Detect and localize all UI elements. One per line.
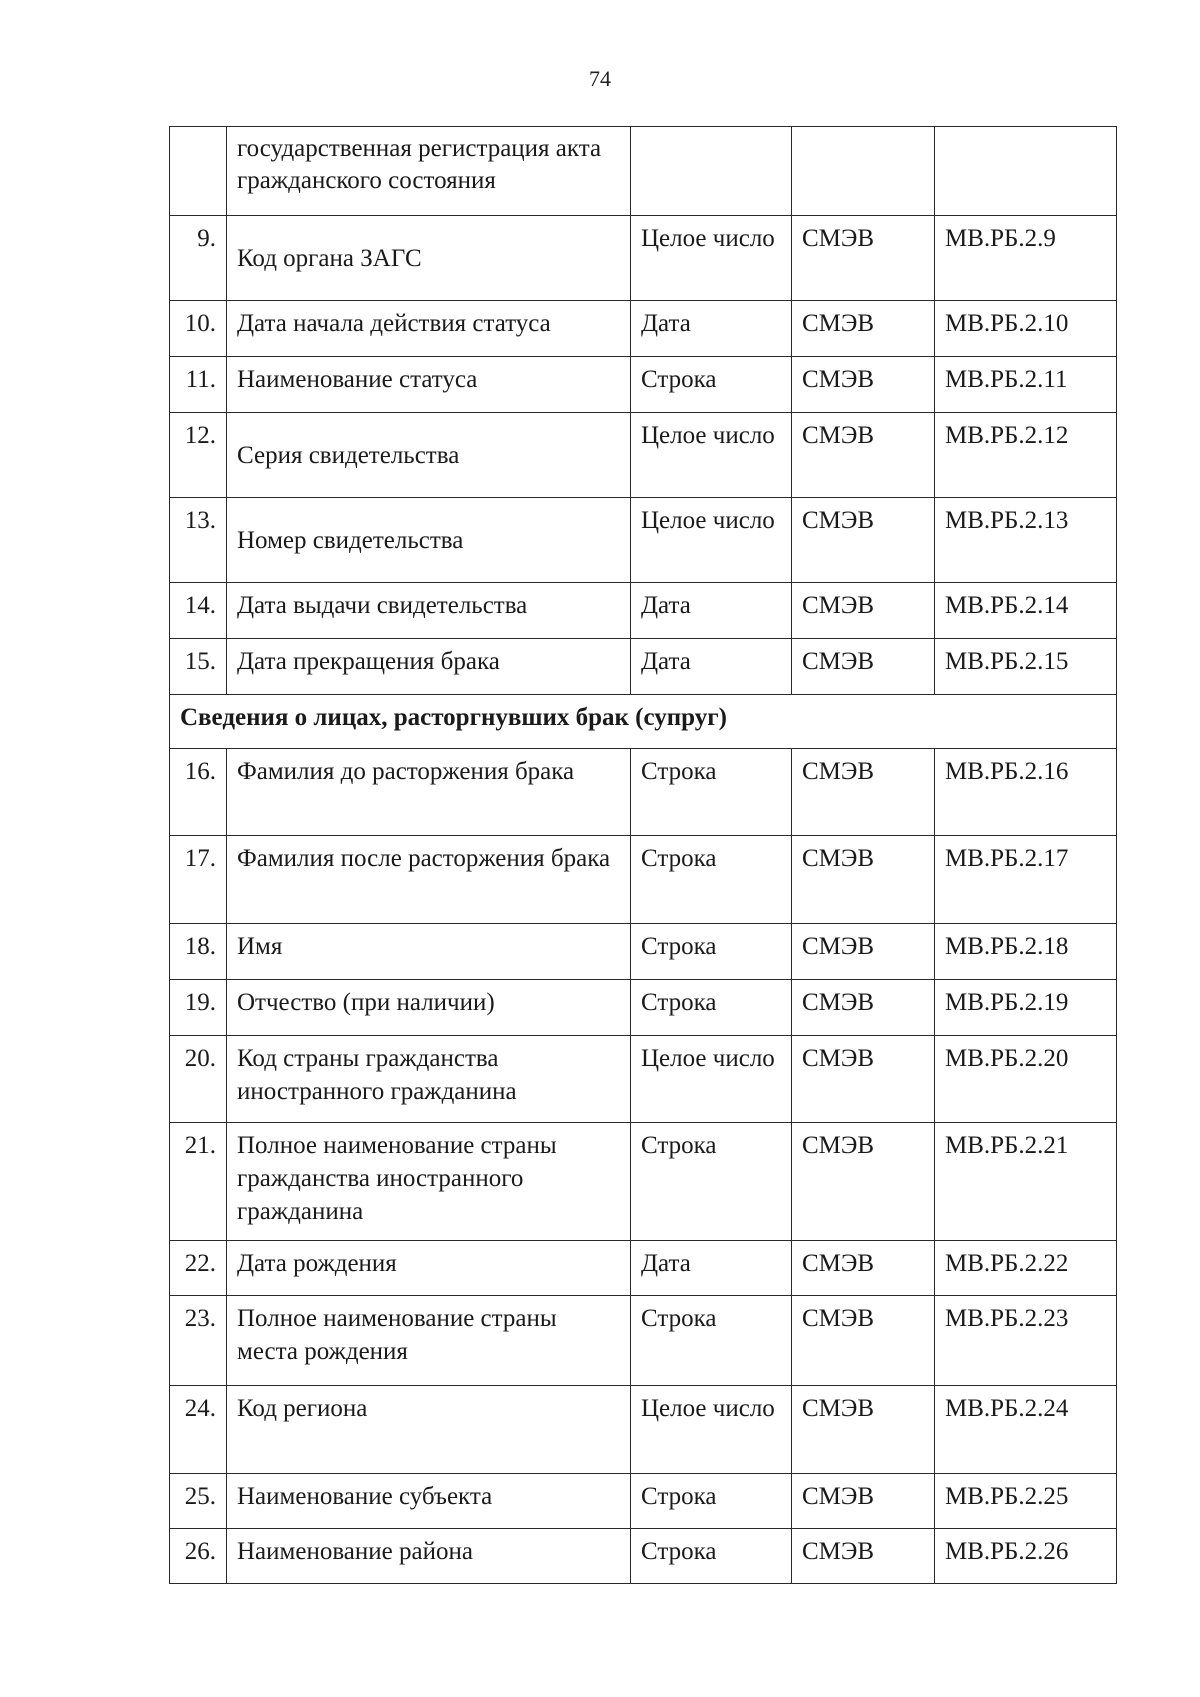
row-name: Код органа ЗАГС (227, 216, 631, 301)
row-name: Наименование района (227, 1529, 631, 1584)
row-name: Полное наименование страны гражданства иностранного гражданина (227, 1123, 631, 1241)
row-source: СМЭВ (792, 1529, 935, 1584)
row-type: Строка (631, 1474, 792, 1529)
row-number: 9. (170, 216, 227, 301)
row-name: Дата выдачи свидетельства (227, 583, 631, 639)
table-row (170, 357, 1117, 413)
row-name: Дата начала действия статуса (227, 301, 631, 357)
row-source: СМЭВ (792, 749, 935, 836)
row-number: 26. (170, 1529, 227, 1584)
row-code: МВ.РБ.2.13 (935, 498, 1117, 583)
table-row (170, 639, 1117, 695)
row-name: Дата рождения (227, 1241, 631, 1296)
table-row (170, 583, 1117, 639)
row-number: 11. (170, 357, 227, 413)
row-code: МВ.РБ.2.25 (935, 1474, 1117, 1529)
row-number (170, 127, 227, 216)
row-number: 10. (170, 301, 227, 357)
row-type: Строка (631, 924, 792, 980)
row-code: МВ.РБ.2.15 (935, 639, 1117, 695)
section-title: Сведения о лицах, расторгнувших брак (супруг) (170, 695, 1117, 749)
row-code: МВ.РБ.2.10 (935, 301, 1117, 357)
row-type: Строка (631, 1529, 792, 1584)
row-code: МВ.РБ.2.11 (935, 357, 1117, 413)
row-source: СМЭВ (792, 216, 935, 301)
table-row (170, 1296, 1117, 1386)
row-code: МВ.РБ.2.14 (935, 583, 1117, 639)
row-name: Дата прекращения брака (227, 639, 631, 695)
row-name: Фамилия до расторжения брака (227, 749, 631, 836)
row-name: Фамилия после расторжения брака (227, 836, 631, 924)
table-row (170, 749, 1117, 836)
row-name: Наименование субъекта (227, 1474, 631, 1529)
section-header-row (170, 695, 1117, 749)
row-code: МВ.РБ.2.18 (935, 924, 1117, 980)
page-number: 74 (589, 66, 611, 91)
row-type: Строка (631, 836, 792, 924)
row-source (792, 127, 935, 216)
table-row (170, 216, 1117, 301)
row-number: 16. (170, 749, 227, 836)
row-source: СМЭВ (792, 1036, 935, 1123)
row-type: Дата (631, 639, 792, 695)
row-source: СМЭВ (792, 498, 935, 583)
row-source: СМЭВ (792, 980, 935, 1036)
row-source: СМЭВ (792, 1296, 935, 1386)
row-type: Дата (631, 1241, 792, 1296)
row-number: 21. (170, 1123, 227, 1241)
table-row (170, 836, 1117, 924)
row-type: Целое число (631, 1036, 792, 1123)
row-name: государственная регистрация акта гражданского состояния (227, 127, 631, 216)
table-row (170, 924, 1117, 980)
row-code: МВ.РБ.2.21 (935, 1123, 1117, 1241)
row-name: Имя (227, 924, 631, 980)
row-type: Дата (631, 301, 792, 357)
row-type: Строка (631, 1296, 792, 1386)
row-type: Строка (631, 749, 792, 836)
row-code: МВ.РБ.2.24 (935, 1386, 1117, 1474)
row-code: МВ.РБ.2.26 (935, 1529, 1117, 1584)
row-number: 22. (170, 1241, 227, 1296)
table-row (170, 498, 1117, 583)
row-type: Целое число (631, 498, 792, 583)
row-number: 13. (170, 498, 227, 583)
row-name: Серия свидетельства (227, 413, 631, 498)
row-type: Строка (631, 357, 792, 413)
row-source: СМЭВ (792, 301, 935, 357)
row-source: СМЭВ (792, 924, 935, 980)
row-source: СМЭВ (792, 583, 935, 639)
row-name: Наименование статуса (227, 357, 631, 413)
row-number: 19. (170, 980, 227, 1036)
row-source: СМЭВ (792, 1386, 935, 1474)
row-number: 24. (170, 1386, 227, 1474)
row-type: Целое число (631, 216, 792, 301)
table-row (170, 1123, 1117, 1241)
row-name: Код региона (227, 1386, 631, 1474)
table-row (170, 1241, 1117, 1296)
row-number: 18. (170, 924, 227, 980)
row-code: МВ.РБ.2.22 (935, 1241, 1117, 1296)
row-type: Дата (631, 583, 792, 639)
row-code: МВ.РБ.2.19 (935, 980, 1117, 1036)
table-row (170, 1386, 1117, 1474)
row-code (935, 127, 1117, 216)
row-code: МВ.РБ.2.12 (935, 413, 1117, 498)
table-body (170, 127, 1117, 1584)
row-source: СМЭВ (792, 357, 935, 413)
row-name: Код страны гражданства иностранного гражданина (227, 1036, 631, 1123)
row-type: Строка (631, 980, 792, 1036)
data-table (169, 126, 1117, 1584)
table-row (170, 301, 1117, 357)
row-source: СМЭВ (792, 836, 935, 924)
row-source: СМЭВ (792, 639, 935, 695)
row-source: СМЭВ (792, 1123, 935, 1241)
row-code: МВ.РБ.2.9 (935, 216, 1117, 301)
table-row (170, 1474, 1117, 1529)
row-name: Номер свидетельства (227, 498, 631, 583)
table-row (170, 413, 1117, 498)
row-type (631, 127, 792, 216)
row-source: СМЭВ (792, 413, 935, 498)
row-name: Полное наименование страны места рождения (227, 1296, 631, 1386)
row-source: СМЭВ (792, 1241, 935, 1296)
row-number: 12. (170, 413, 227, 498)
row-type: Целое число (631, 413, 792, 498)
row-number: 15. (170, 639, 227, 695)
row-number: 20. (170, 1036, 227, 1123)
row-type: Целое число (631, 1386, 792, 1474)
table-row (170, 980, 1117, 1036)
row-code: МВ.РБ.2.23 (935, 1296, 1117, 1386)
row-code: МВ.РБ.2.17 (935, 836, 1117, 924)
row-code: МВ.РБ.2.16 (935, 749, 1117, 836)
row-number: 25. (170, 1474, 227, 1529)
table-row-continuation (170, 127, 1117, 216)
row-name: Отчество (при наличии) (227, 980, 631, 1036)
row-source: СМЭВ (792, 1474, 935, 1529)
table-row (170, 1529, 1117, 1584)
row-number: 23. (170, 1296, 227, 1386)
row-number: 17. (170, 836, 227, 924)
row-type: Строка (631, 1123, 792, 1241)
table-row (170, 1036, 1117, 1123)
row-number: 14. (170, 583, 227, 639)
row-code: МВ.РБ.2.20 (935, 1036, 1117, 1123)
